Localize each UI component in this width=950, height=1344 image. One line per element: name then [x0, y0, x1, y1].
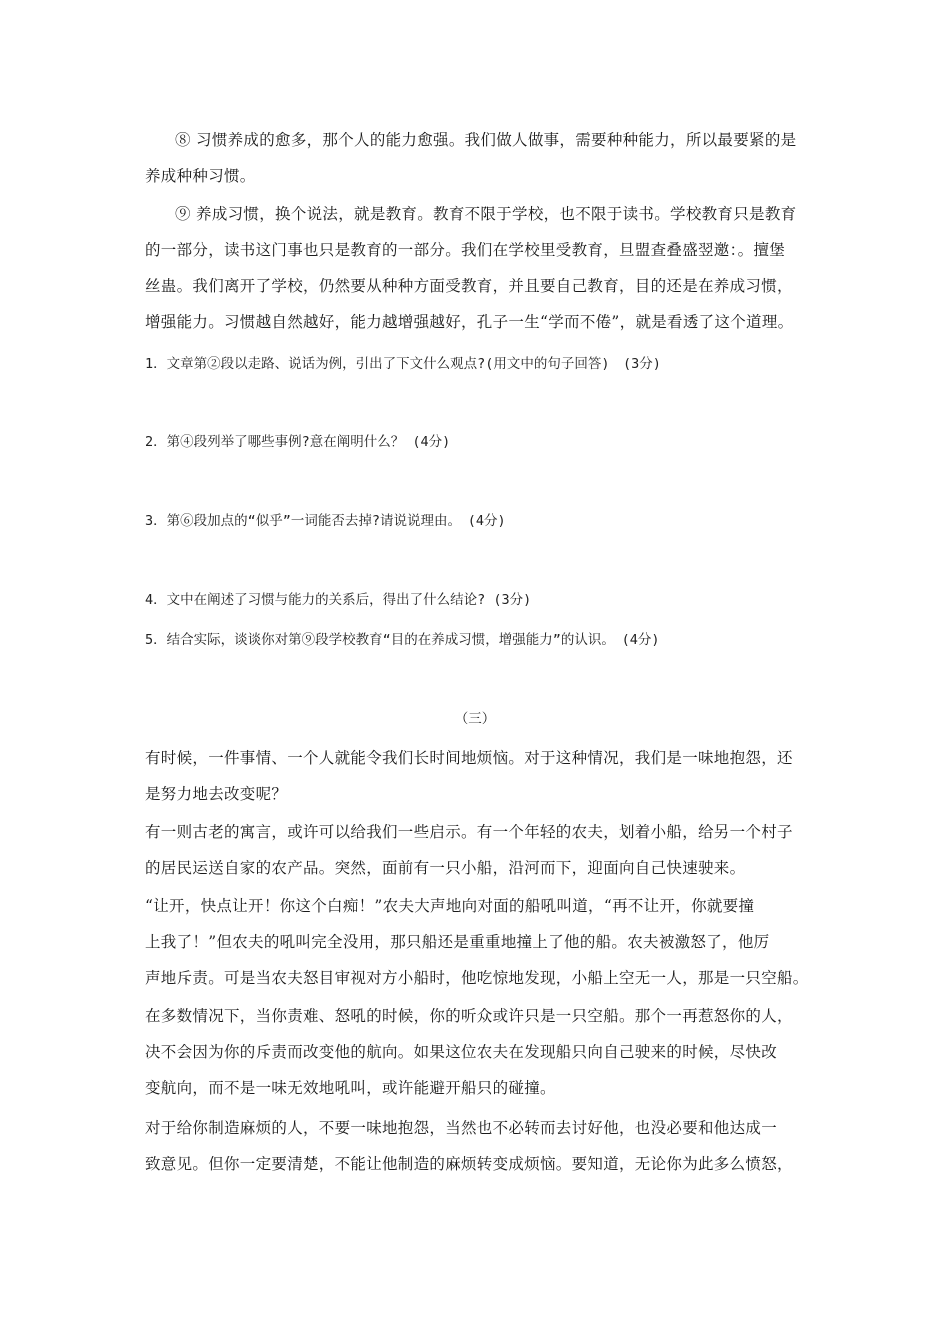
- paragraph-line: 声地斥责。可是当农夫怒目审视对方小船时，他吃惊地发现，小船上空无一人，那是一只空船。: [145, 969, 809, 987]
- paragraph-intro: [145, 740, 813, 812]
- section-heading: （三）: [454, 711, 496, 727]
- question-5: 5．结合实际，谈谈你对第⑨段学校教育“目的在养成习惯，增强能力”的认识。 (4分): [145, 632, 660, 648]
- paragraph-line: 上我了！”但农夫的吼叫完全没用，那只船还是重重地撞上了他的船。农夫被激怒了，他厉: [145, 933, 770, 951]
- paragraph-line: ⑧ 习惯养成的愈多，那个人的能力愈强。我们做人做事，需要种种能力，所以最要紧的是: [175, 131, 797, 149]
- paragraph-line: “让开，快点让开！你这个白痴！”农夫大声地向对面的船吼叫道，“再不让开，你就要撞: [145, 897, 755, 915]
- paragraph-line: 对于给你制造麻烦的人，不要一味地抱怨，当然也不必转而去讨好他，也没必要和他达成一: [145, 1119, 778, 1137]
- paragraph-9: [145, 196, 813, 340]
- paragraph-line: 的居民运送自家的农产品。突然，面前有一只小船，沿河而下，迎面向自己快速驶来。: [145, 859, 746, 877]
- paragraph-line: 养成种种习惯。: [145, 167, 256, 185]
- paragraph-lesson: [145, 998, 813, 1106]
- question-1: 1．文章第②段以走路、说话为例，引出了下文什么观点?(用文中的句子回答) (3分): [145, 356, 661, 372]
- paragraph-line: 变航向，而不是一味无效地吼叫，或许能避开船只的碰撞。: [145, 1079, 556, 1097]
- paragraph-line: 致意见。但你一定要清楚，不能让他制造的麻烦转变成烦恼。要知道，无论你为此多么愤怒，: [145, 1155, 793, 1173]
- question-4: 4．文中在阐述了习惯与能力的关系后，得出了什么结论? (3分): [145, 592, 532, 608]
- paragraph-advice: [145, 1110, 813, 1182]
- paragraph-line: 增强能力。习惯越自然越好，能力越增强越好，孔子一生“学而不倦”，就是看透了这个道理。: [145, 313, 794, 331]
- paragraph-line: ⑨ 养成习惯，换个说法，就是教育。教育不限于学校，也不限于读书。学校教育只是教育: [175, 205, 797, 223]
- question-3: 3．第⑥段加点的“似乎”一词能否去掉?请说说理由。 (4分): [145, 513, 506, 529]
- paragraph-line: 在多数情况下，当你责难、怒吼的时候，你的听众或许只是一只空船。那个一再惹怒你的人，: [145, 1007, 793, 1025]
- paragraph-fable-intro: [145, 814, 813, 886]
- paragraph-line: 决不会因为你的斥责而改变他的航向。如果这位农夫在发现船只向自己驶来的时候，尽快改: [145, 1043, 778, 1061]
- paragraph-8: [145, 122, 813, 194]
- paragraph-line: 有时候，一件事情、一个人就能令我们长时间地烦恼。对于这种情况，我们是一味地抱怨，还: [145, 749, 793, 767]
- paragraph-line: 丝蛊。我们离开了学校，仍然要从种种方面受教育，并且要自己教育，目的还是在养成习惯，: [145, 277, 793, 295]
- paragraph-line: 有一则古老的寓言，或许可以给我们一些启示。有一个年轻的农夫，划着小船，给另一个村子: [145, 823, 793, 841]
- paragraph-line: 的一部分，读书这门事也只是教育的一部分。我们在学校里受教育，旦盟查叠盛翌邀：。擅堡: [145, 241, 786, 259]
- paragraph-line: 是努力地去改变呢？: [145, 785, 288, 803]
- question-2: 2．第④段列举了哪些事例?意在阐明什么？ (4分): [145, 434, 451, 450]
- paragraph-fable-story: [145, 888, 813, 996]
